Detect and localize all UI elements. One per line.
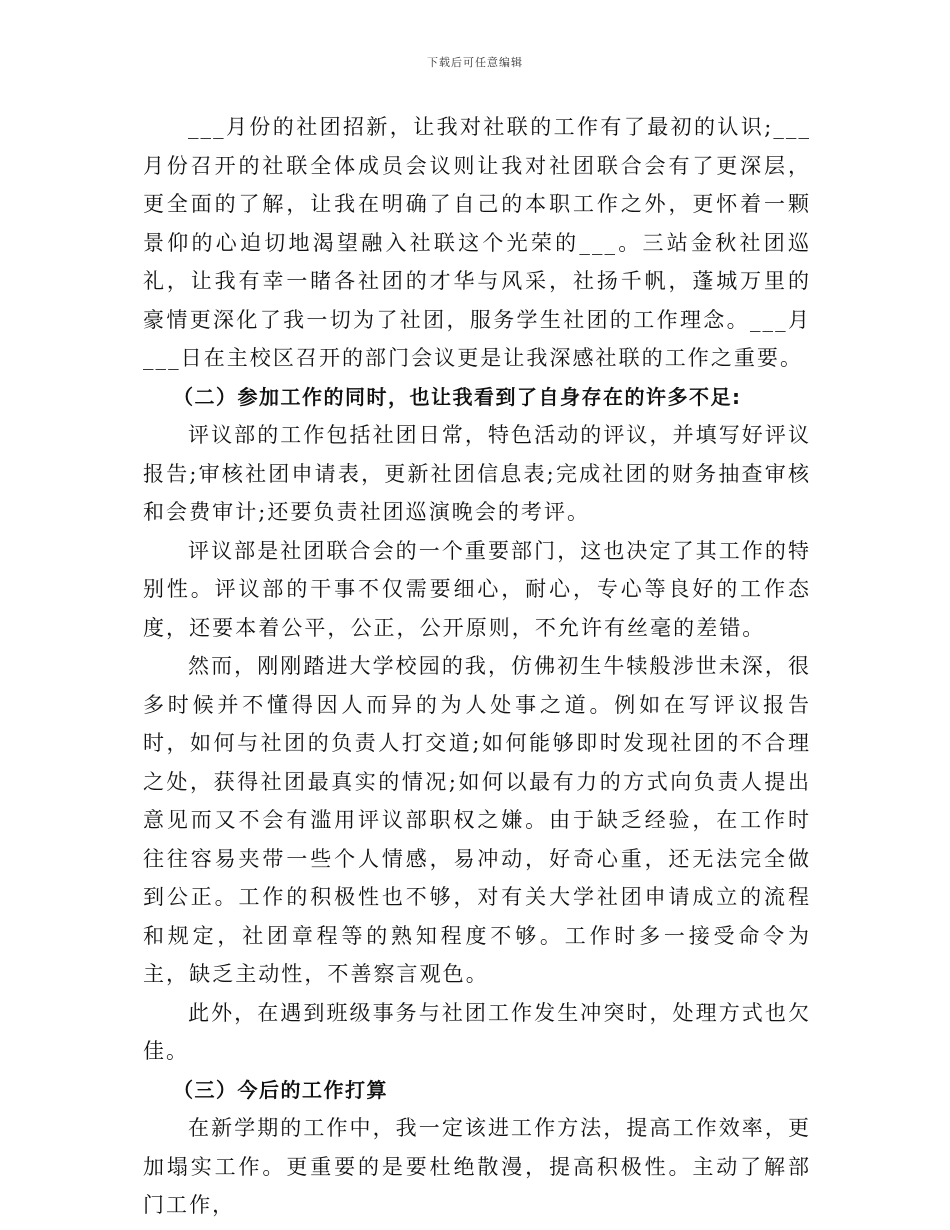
document-body (143, 108, 811, 1225)
paragraph-recruitment: ___月份的社团招新，让我对社联的工作有了最初的认识;___月份召开的社联全体成员会议则让我对社团联合会有了更深层，更全面的了解，让我在明确了自己的本职工作之外，更怀着一颗景仰的心迫切地渴望融入社联这个光荣的___。三站金秋社团巡礼，让我有幸一睹各社团的才华与风采，社扬千帆，蓬城万里的豪情更深化了我一切为了社团，服务学生社团的工作理念。___月___日在主校区召开的部门会议更是让我深感社联的工作之重要。 (143, 115, 811, 370)
page-header: 下载后可任意编辑 (427, 56, 523, 69)
section-heading-future-plans: （三）今后的工作打算 (173, 1077, 388, 1102)
section-heading-shortcomings: （二）参加工作的同时，也让我看到了自身存在的许多不足: (173, 384, 742, 409)
paragraph-future-work: 在新学期的工作中，我一定该进工作方法，提高工作效率，更加塌实工作。更重要的是要杜绝散漫，提高积极性。主动了解部门工作， (143, 1116, 811, 1217)
paragraph-department-importance: 评议部是社团联合会的一个重要部门，这也决定了其工作的特别性。评议部的干事不仅需要细心，耐心，专心等良好的工作态度，还要本着公平，公正，公开原则，不允许有丝毫的差错。 (143, 538, 811, 640)
paragraph-personal-shortcomings: 然而，刚刚踏进大学校园的我，仿佛初生牛犊般涉世未深，很多时候并不懂得因人而异的为人处事之道。例如在写评议报告时，如何与社团的负责人打交道;如何能够即时发现社团的不合理之处，获得社团最真实的情况;如何以最有力的方式向负责人提出意见而又不会有滥用评议部职权之嫌。由于缺乏经验，在工作时往往容易夹带一些个人情感，易冲动，好奇心重，还无法完全做到公正。工作的积极性也不够，对有关大学社团申请成立的流程和规定，社团章程等的熟知程度不够。工作时多一接受命令为主，缺乏主动性，不善察言观色。 (143, 654, 811, 986)
paragraph-department-duties: 评议部的工作包括社团日常，特色活动的评议，并填写好评议报告;审核社团申请表，更新社团信息表;完成社团的财务抽查审核和会费审计;还要负责社团巡演晚会的考评。 (143, 423, 811, 524)
paragraph-conflict-handling: 此外，在遇到班级事务与社团工作发生冲突时，处理方式也欠佳。 (143, 1000, 811, 1063)
